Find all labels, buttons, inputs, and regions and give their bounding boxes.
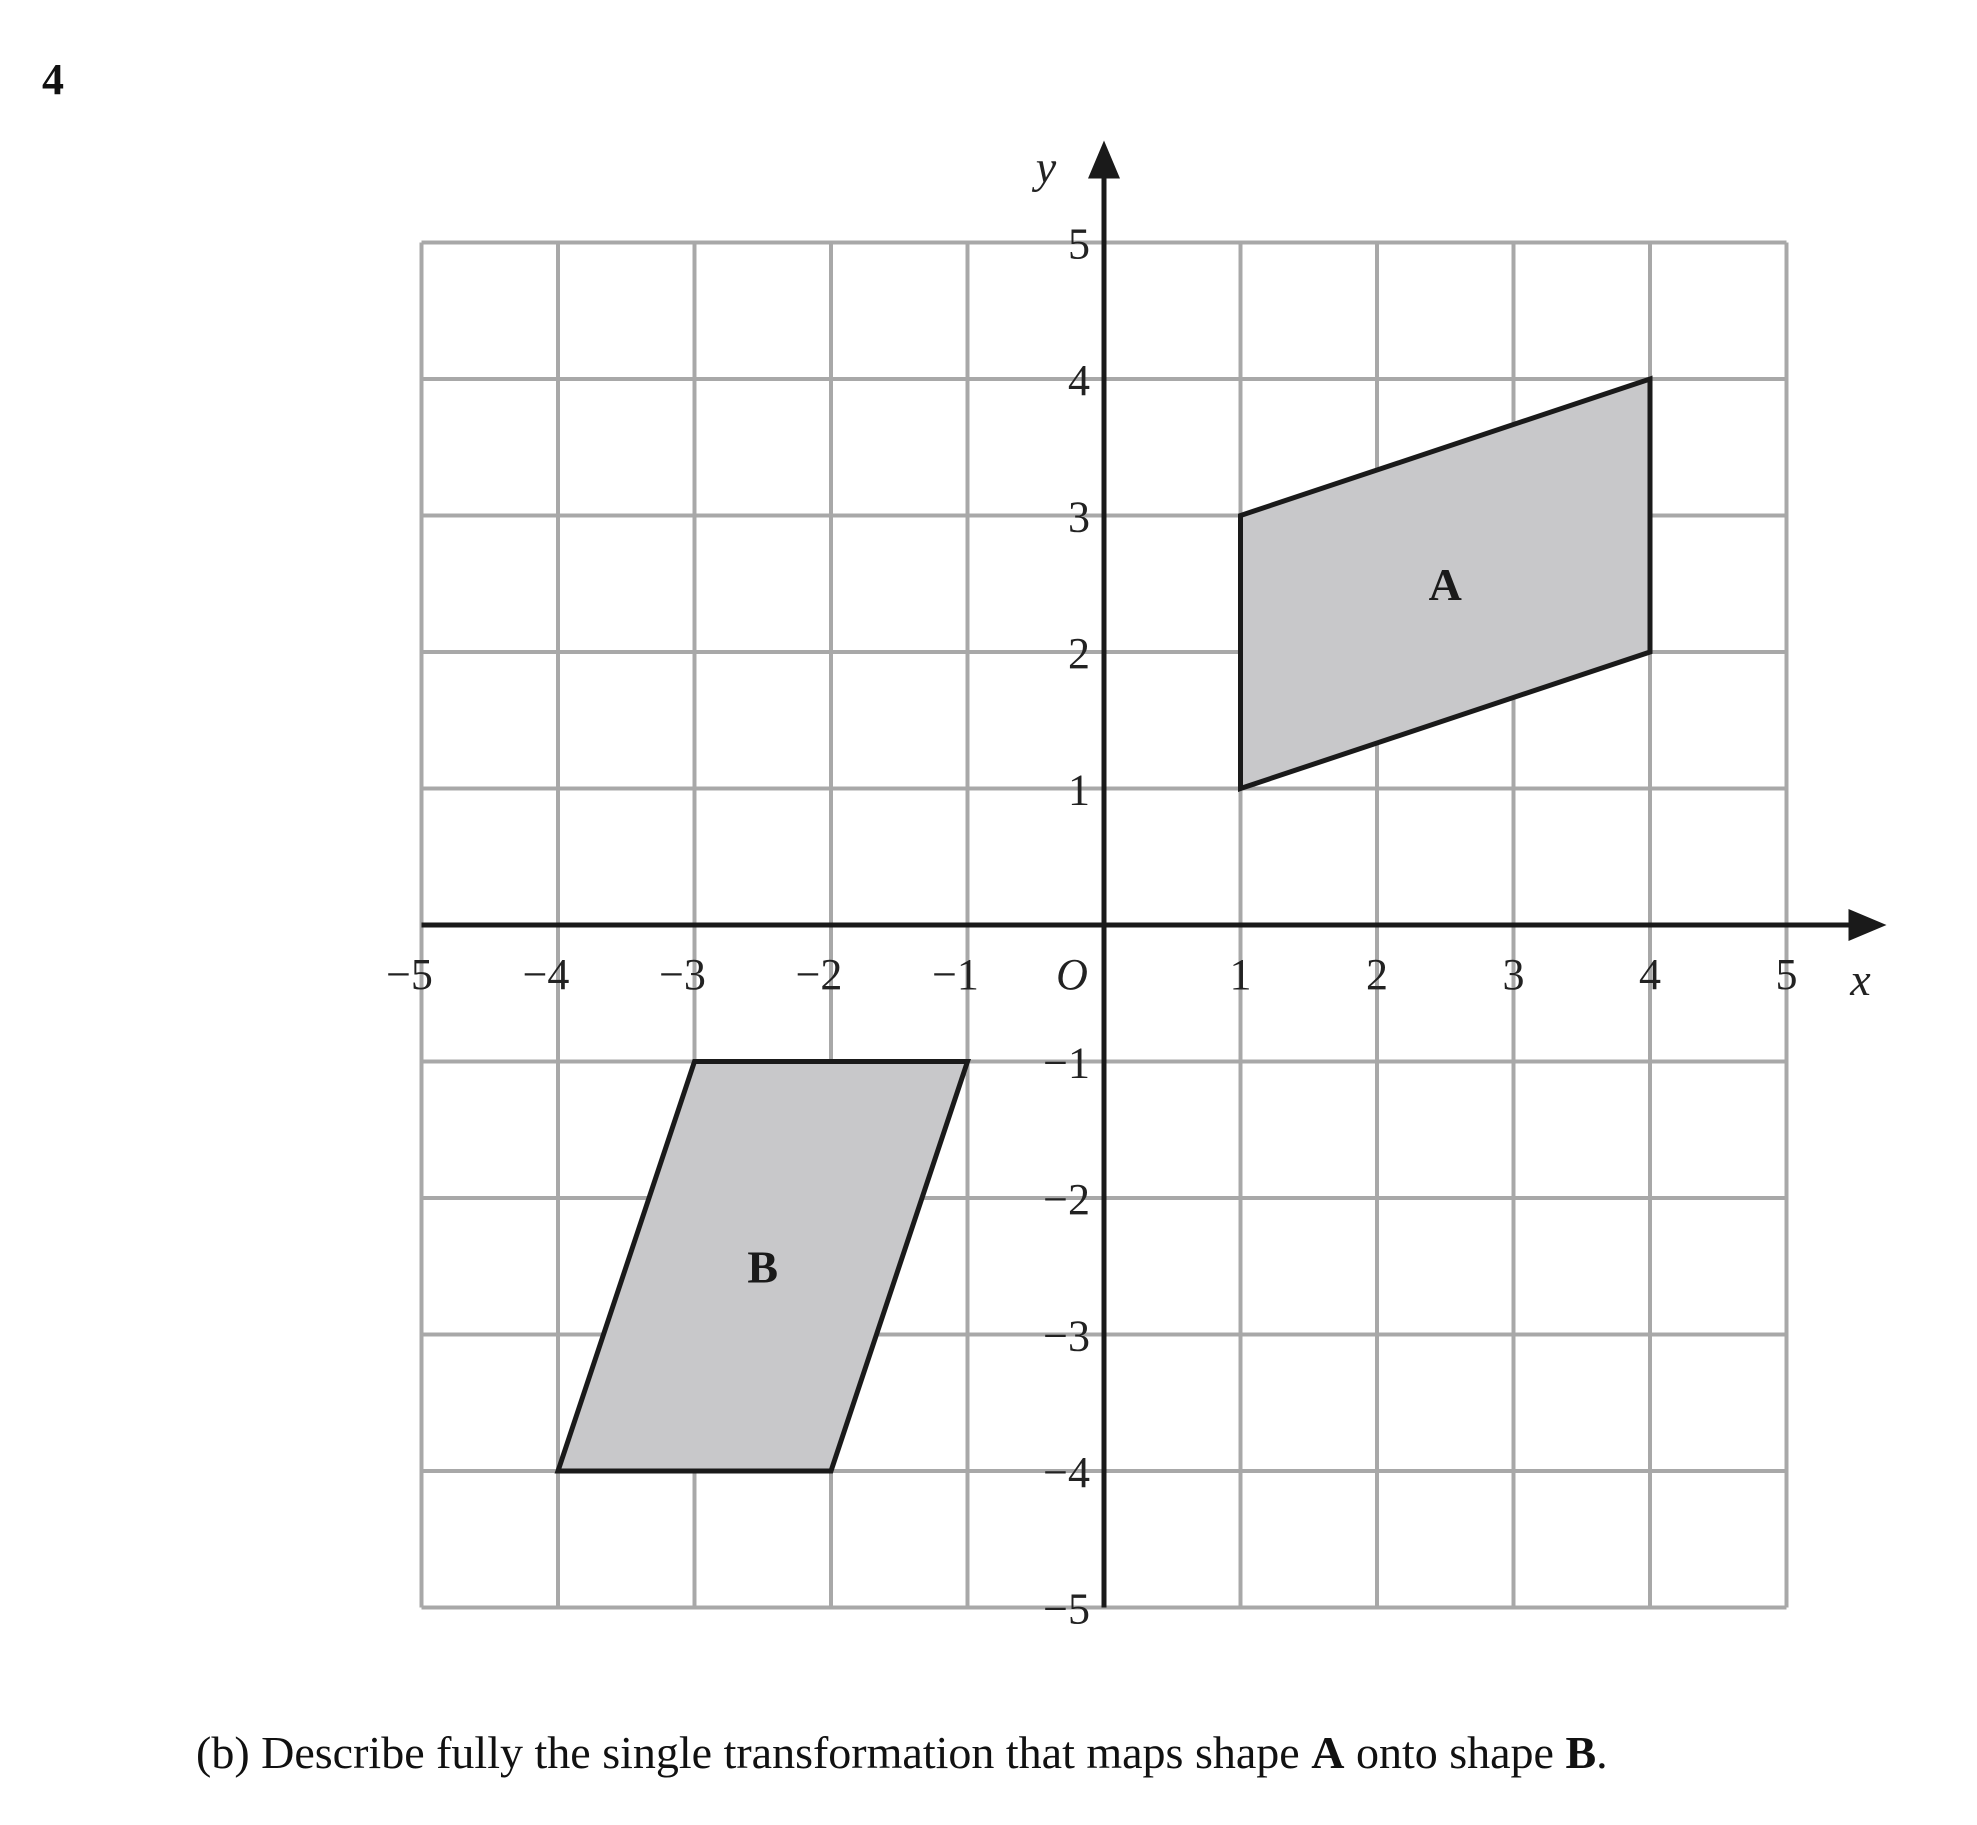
x-tick-label: −1 — [932, 950, 979, 999]
x-tick-label: −5 — [386, 950, 433, 999]
x-tick-label: 5 — [1775, 950, 1798, 999]
question-text-before: Describe fully the single transformation that maps shape — [261, 1727, 1300, 1778]
x-axis-arrow-icon — [1849, 909, 1887, 941]
question-text — [196, 1727, 1608, 1778]
x-tick-label: −3 — [659, 950, 706, 999]
origin-label: O — [1056, 950, 1088, 999]
x-axis-label: x — [1850, 954, 1871, 1005]
shape-b-reference: B — [1565, 1727, 1597, 1778]
y-tick-label: −2 — [1043, 1175, 1090, 1224]
y-tick-label: 5 — [1068, 219, 1090, 269]
y-tick-label: −4 — [1043, 1448, 1090, 1497]
question-part-label: (b) — [196, 1727, 250, 1778]
y-axis-label: y — [1035, 141, 1057, 193]
shape-a-reference: A — [1311, 1727, 1345, 1778]
y-tick-label: 4 — [1068, 356, 1090, 405]
y-axis-arrow-icon — [1088, 141, 1120, 179]
x-tick-label: −4 — [522, 950, 570, 999]
y-tick-label: −5 — [1043, 1584, 1090, 1634]
x-tick-label: 4 — [1639, 950, 1661, 999]
y-tick-label: 2 — [1068, 629, 1090, 678]
x-tick-label: 3 — [1502, 950, 1525, 999]
shape-label-a: A — [1428, 558, 1462, 610]
question-text-after: . — [1596, 1727, 1608, 1778]
y-tick-label: −3 — [1043, 1311, 1090, 1361]
x-tick-label: −2 — [795, 950, 843, 999]
shape-label-b: B — [747, 1241, 779, 1293]
y-tick-label: 3 — [1068, 492, 1090, 542]
question-number: 4 — [42, 55, 64, 104]
question-text-middle: onto shape — [1355, 1727, 1554, 1778]
y-tick-label: 1 — [1068, 765, 1090, 815]
y-tick-label: −1 — [1043, 1038, 1090, 1088]
x-tick-label: 1 — [1229, 950, 1252, 999]
x-tick-label: 2 — [1366, 950, 1388, 999]
